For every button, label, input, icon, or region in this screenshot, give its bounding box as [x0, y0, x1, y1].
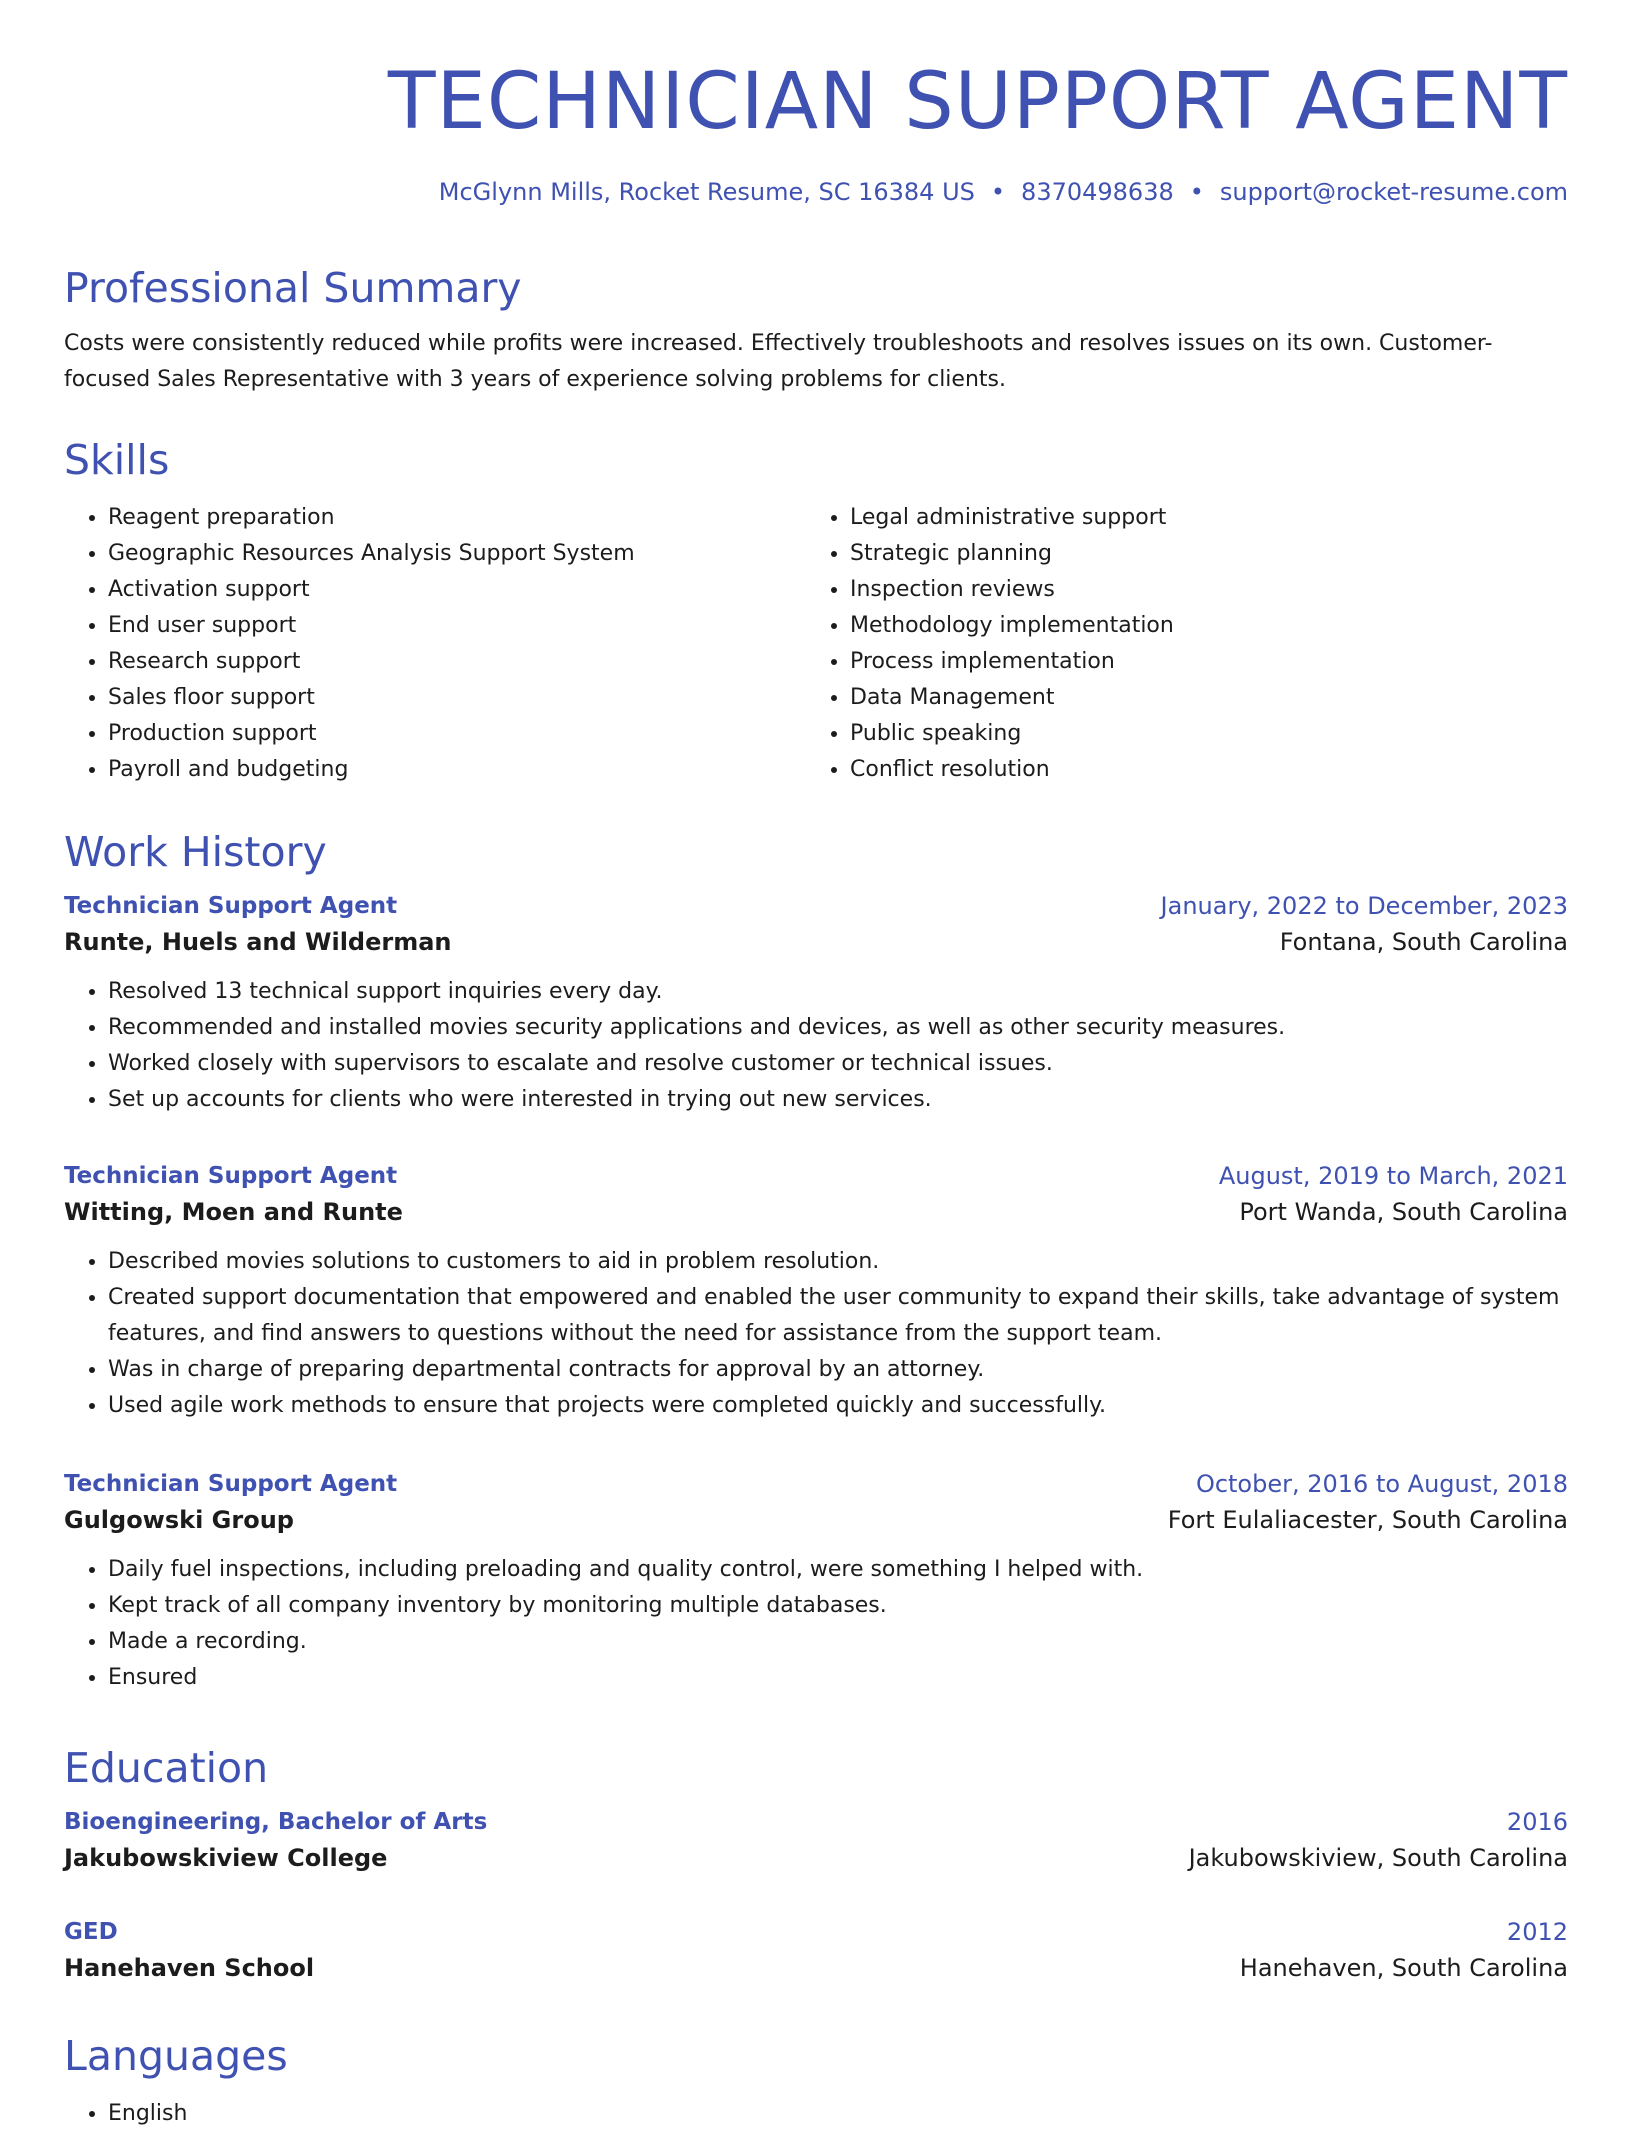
work-history-section — [64, 826, 1568, 1690]
job-bullet-list — [64, 1552, 1568, 1696]
skill-item: • Geographic Resources Analysis Support System — [108, 536, 806, 572]
separator-dot: • — [1189, 178, 1204, 206]
skill-item: • Conflict resolution — [850, 752, 1548, 788]
job-bullet: • Resolved 13 technical support inquiries every day. — [108, 974, 1568, 1010]
school-name: Jakubowskiview College — [64, 1844, 388, 1872]
skill-item: • Production support — [108, 716, 806, 752]
section-title: Languages — [64, 2032, 288, 2080]
job-bullet: • Described movies solutions to customers to aid in problem resolution. — [108, 1244, 1568, 1280]
school-location: Jakubowskiview, South Carolina — [1188, 1844, 1568, 1872]
graduation-year: 2012 — [1506, 1918, 1568, 1946]
education-school-row — [64, 1950, 1568, 1986]
job-entry — [64, 888, 1568, 1118]
job-title: Technician Support Agent — [64, 893, 398, 919]
resume-header — [64, 0, 1568, 208]
section-title: Professional Summary — [64, 264, 522, 312]
skill-item: • End user support — [108, 608, 806, 644]
job-location: Fort Eulaliacester, South Carolina — [1167, 1506, 1568, 1534]
job-company-row — [64, 924, 1568, 960]
job-title: Technician Support Agent — [64, 1163, 398, 1189]
job-bullet: • Set up accounts for clients who were interested in trying out new services. — [108, 1082, 1568, 1118]
section-title: Education — [64, 1744, 269, 1792]
job-header-row — [64, 1466, 1568, 1502]
education-section — [64, 1742, 1568, 1982]
email-text: support@rocket-resume.com — [1219, 178, 1568, 206]
job-bullet: • Worked closely with supervisors to escalate and resolve customer or technical issues. — [108, 1046, 1568, 1082]
language-item: • English — [108, 2096, 1568, 2132]
job-entry — [64, 1158, 1568, 1424]
skill-item: • Payroll and budgeting — [108, 752, 806, 788]
graduation-year: 2016 — [1506, 1808, 1568, 1836]
job-company: Runte, Huels and Wilderman — [64, 928, 452, 956]
skill-item: • Sales floor support — [108, 680, 806, 716]
job-dates: January, 2022 to December, 2023 — [1160, 892, 1568, 920]
job-bullet: • Ensured — [108, 1660, 1568, 1696]
education-entry — [64, 1914, 1568, 1986]
separator-dot: • — [990, 178, 1006, 206]
job-company: Witting, Moen and Runte — [64, 1198, 403, 1226]
skills-left-list — [64, 500, 806, 788]
skill-item: • Activation support — [108, 572, 806, 608]
skill-item: • Reagent preparation — [108, 500, 806, 536]
job-bullet: • Recommended and installed movies security applications and devices, as well as other security measures. — [108, 1010, 1568, 1046]
skill-item: • Strategic planning — [850, 536, 1548, 572]
job-company-row — [64, 1194, 1568, 1230]
job-header-row — [64, 888, 1568, 924]
job-dates: October, 2016 to August, 2018 — [1195, 1470, 1568, 1498]
skill-item: • Inspection reviews — [850, 572, 1548, 608]
skill-item: • Process implementation — [850, 644, 1548, 680]
job-bullet: • Was in charge of preparing departmental contracts for approval by an attorney. — [108, 1352, 1568, 1388]
skills-right-list — [806, 500, 1548, 788]
school-location: Hanehaven, South Carolina — [1239, 1954, 1568, 1982]
section-title: Work History — [64, 828, 327, 876]
contact-line — [64, 176, 1568, 208]
education-school-row — [64, 1840, 1568, 1876]
skill-item: • Legal administrative support — [850, 500, 1548, 536]
candidate-name: TECHNICIAN SUPPORT AGENT — [387, 57, 1568, 147]
skills-section — [64, 434, 1568, 788]
degree-title: GED — [64, 1919, 118, 1945]
job-location: Fontana, South Carolina — [1279, 928, 1568, 956]
skill-item: • Research support — [108, 644, 806, 680]
job-title: Technician Support Agent — [64, 1471, 398, 1497]
skill-item: • Methodology implementation — [850, 608, 1548, 644]
job-bullet: • Used agile work methods to ensure that projects were completed quickly and successfully. — [108, 1388, 1568, 1424]
job-entry — [64, 1466, 1568, 1696]
job-company-row — [64, 1502, 1568, 1538]
skill-item: • Data Management — [850, 680, 1548, 716]
section-title: Skills — [64, 436, 170, 484]
school-name: Hanehaven School — [64, 1954, 315, 1982]
degree-title: Bioengineering, Bachelor of Arts — [64, 1809, 488, 1835]
languages-list — [64, 2096, 1568, 2132]
address-text: McGlynn Mills, Rocket Resume, SC 16384 US — [438, 178, 975, 206]
skills-columns — [64, 500, 1568, 788]
summary-text: Costs were consistently reduced while profits were increased. Effectively troubleshoots and resolves issues on its own. Customer-focused Sales Representative with 3 years of experience solving problems for clients. — [64, 331, 1493, 392]
job-company: Gulgowski Group — [64, 1506, 294, 1534]
job-bullet-list — [64, 1244, 1568, 1424]
job-dates: August, 2019 to March, 2021 — [1218, 1162, 1568, 1190]
job-bullet: • Kept track of all company inventory by monitoring multiple databases. — [108, 1588, 1568, 1624]
phone-text: 8370498638 — [1021, 178, 1174, 206]
skill-item: • Public speaking — [850, 716, 1548, 752]
languages-section — [64, 2030, 1568, 2132]
job-bullet-list — [64, 974, 1568, 1118]
job-bullet: • Created support documentation that empowered and enabled the user community to expand their skills, take advantage of system features, and find answers to questions without the need for assistance from the support team. — [108, 1280, 1568, 1352]
job-header-row — [64, 1158, 1568, 1194]
job-location: Port Wanda, South Carolina — [1239, 1198, 1568, 1226]
education-entry — [64, 1804, 1568, 1876]
education-header-row — [64, 1804, 1568, 1840]
professional-summary-section — [64, 262, 1568, 398]
education-header-row — [64, 1914, 1568, 1950]
job-bullet: • Made a recording. — [108, 1624, 1568, 1660]
job-bullet: • Daily fuel inspections, including preloading and quality control, were something I helped with. — [108, 1552, 1568, 1588]
